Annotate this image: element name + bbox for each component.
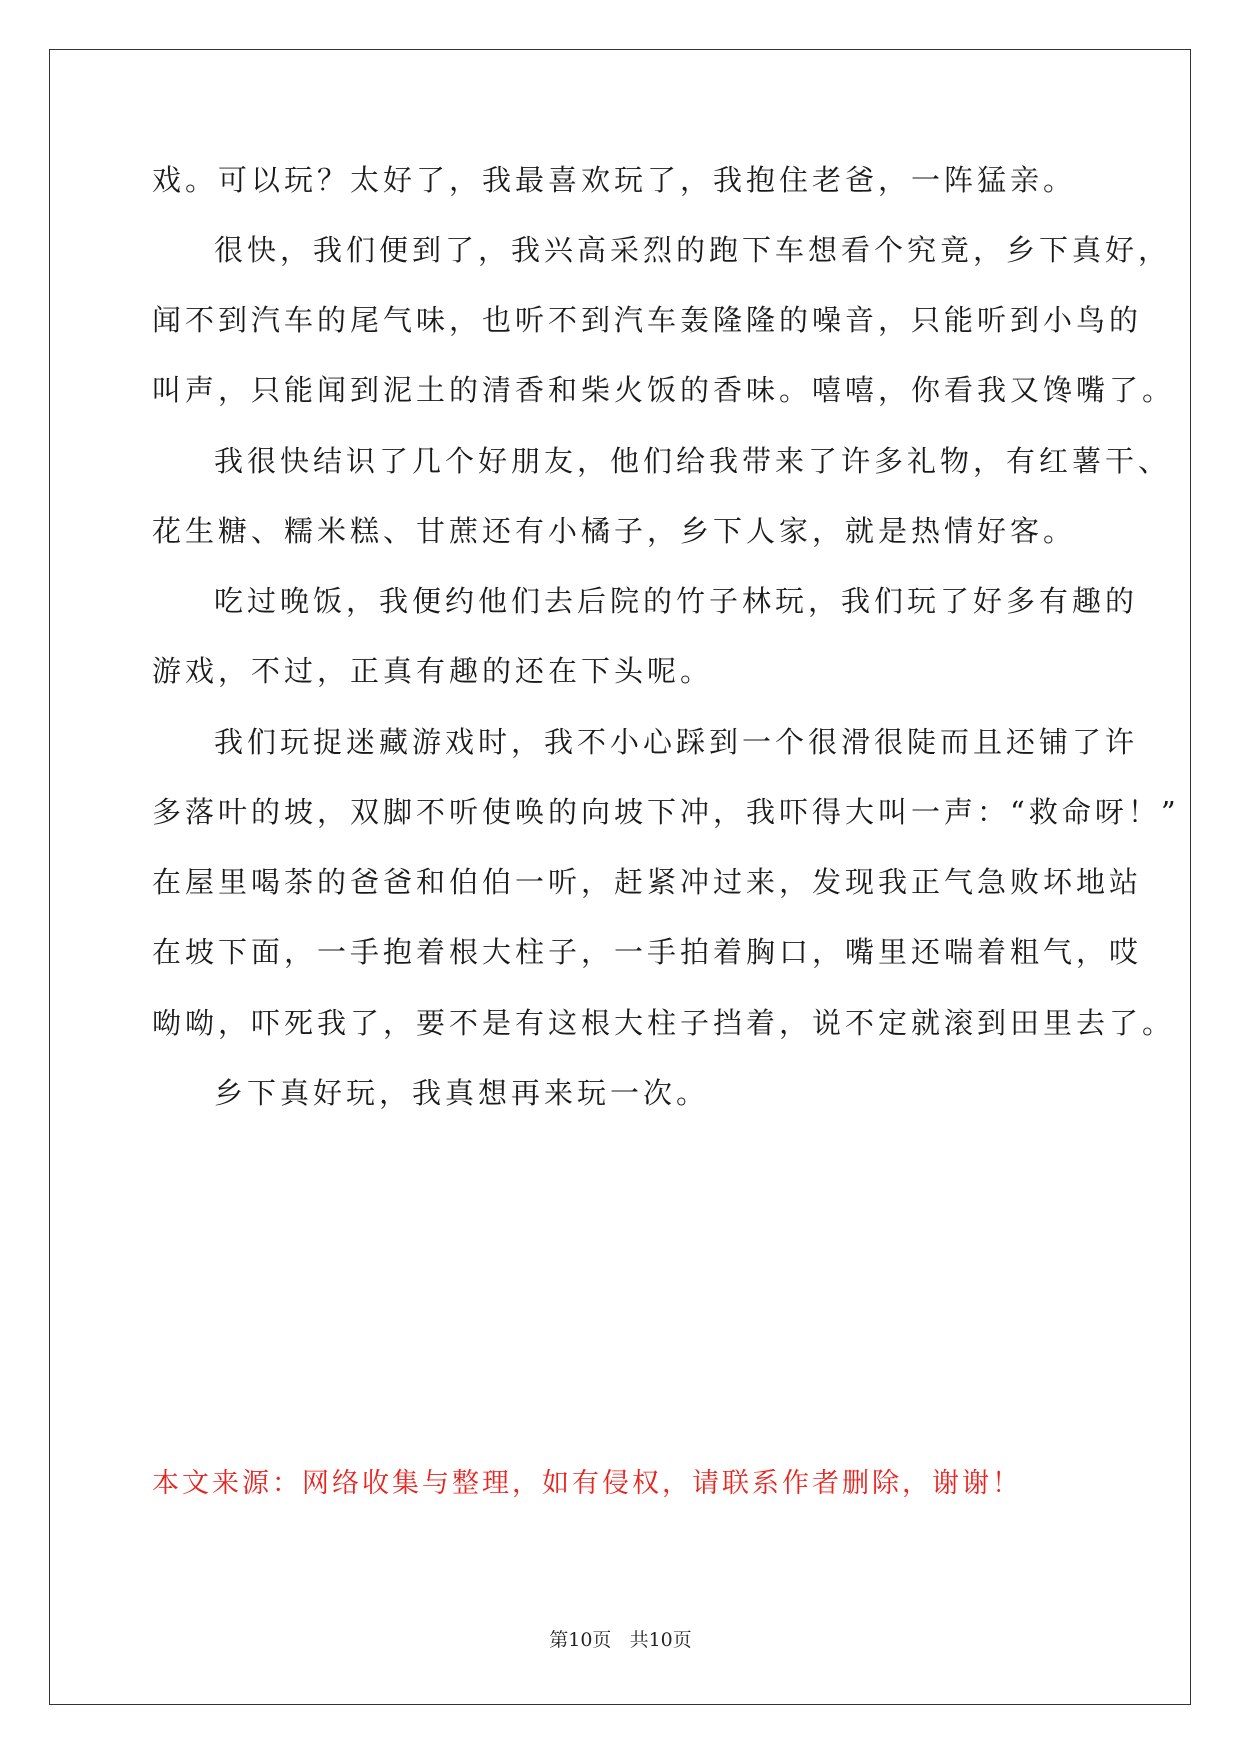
text-line-10: 多落叶的坡，双脚不听使唤的向坡下冲，我吓得大叫一声：“救命呀！” — [152, 795, 1180, 829]
text-line-1: 戏。可以玩？太好了，我最喜欢玩了，我抱住老爸，一阵猛亲。 — [152, 163, 1077, 197]
text-line-6: 花生糖、糯米糕、甘蔗还有小橘子，乡下人家，就是热情好客。 — [152, 514, 1077, 548]
source-notice: 本文来源：网络收集与整理，如有侵权，请联系作者删除，谢谢！ — [152, 1468, 1022, 1499]
text-line-7: 吃过晚饭，我便约他们去后院的竹子林玩，我们玩了好多有趣的 — [214, 584, 1139, 618]
text-line-3: 闻不到汽车的尾气味，也听不到汽车轰隆隆的噪音，只能听到小鸟的 — [152, 303, 1143, 337]
text-line-13: 呦呦，吓死我了，要不是有这根大柱子挡着，说不定就滚到田里去了。 — [152, 1006, 1176, 1040]
text-line-8: 游戏，不过，正真有趣的还在下头呢。 — [152, 654, 714, 688]
text-line-11: 在屋里喝茶的爸爸和伯伯一听，赶紧冲过来，发现我正气急败坏地站 — [152, 865, 1143, 899]
text-line-9: 我们玩捉迷藏游戏时，我不小心踩到一个很滑很陡而且还铺了许 — [214, 725, 1139, 759]
page-footer — [0, 1628, 1241, 1652]
text-line-12: 在坡下面，一手抱着根大柱子，一手拍着胸口，嘴里还喘着粗气，哎 — [152, 935, 1143, 969]
text-line-2: 很快，我们便到了，我兴高采烈的跑下车想看个究竟，乡下真好， — [214, 233, 1172, 267]
text-line-4: 叫声，只能闻到泥土的清香和柴火饭的香味。嘻嘻，你看我又馋嘴了。 — [152, 373, 1176, 407]
text-line-5: 我很快结识了几个好朋友，他们给我带来了许多礼物，有红薯干、 — [214, 444, 1172, 478]
page-number: 第10页 — [549, 1629, 612, 1651]
footer-gap — [611, 1629, 629, 1651]
page-total: 共10页 — [629, 1629, 692, 1651]
text-line-14: 乡下真好玩，我真想再来玩一次。 — [214, 1076, 710, 1110]
